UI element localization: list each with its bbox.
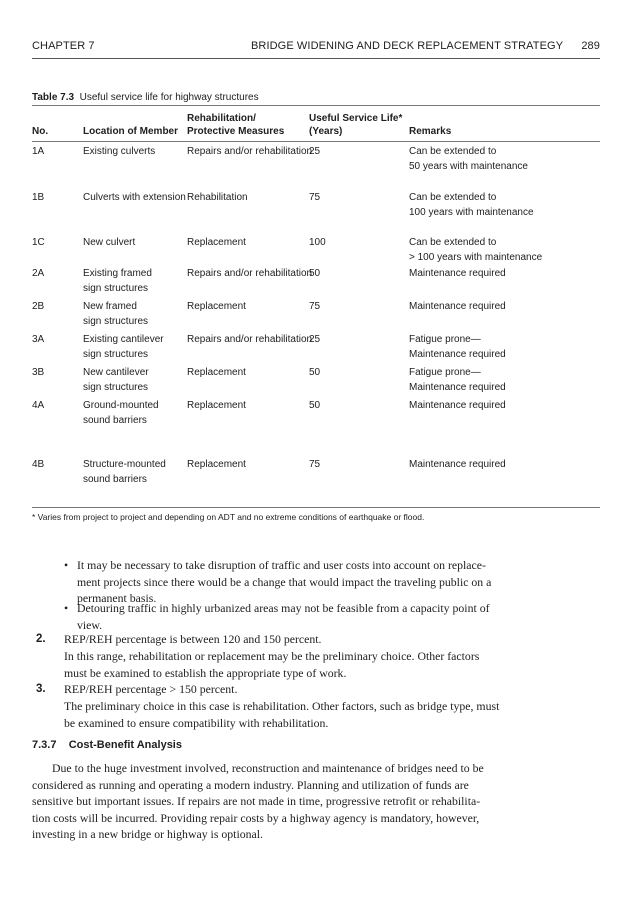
table-footnote: * Varies from project to project and depending on ADT and no extreme conditions of earthquake or flood.	[32, 512, 425, 522]
col-header-location: Location of Member	[83, 126, 179, 137]
cell-measure: Repairs and/or rehabilitation	[187, 334, 313, 345]
cell-remarks: 100 years with maintenance	[409, 206, 534, 218]
table-caption-label: Table 7.3	[32, 92, 75, 103]
cell-location: Structure-mounted	[83, 459, 166, 470]
cell-measure: Repairs and/or rehabilitation	[187, 146, 313, 157]
cell-life: 50	[309, 367, 321, 378]
cell-location: New cantilever	[83, 367, 149, 378]
paragraph-line: investing in a new bridge or highway is optional.	[32, 827, 263, 842]
bullet-line: ment projects since there would be a change that would impact the traveling public on a	[77, 574, 492, 589]
section-title: Cost-Benefit Analysis	[68, 739, 182, 751]
cell-measure: Replacement	[187, 400, 246, 411]
bullet-line: permanent basis.	[77, 591, 157, 606]
section-number: 7.3.7	[32, 739, 57, 751]
cell-no: 1C	[32, 237, 45, 248]
col-header-rehab-line2: Protective Measures	[187, 126, 285, 137]
cell-measure: Replacement	[187, 459, 246, 470]
cell-remarks: 50 years with maintenance	[409, 160, 528, 172]
table-caption-text: Useful service life for highway structures	[79, 92, 259, 103]
item-heading: REP/REH percentage > 150 percent.	[64, 682, 238, 696]
col-header-life-line1: Useful Service Life*	[309, 113, 403, 124]
item-heading: REP/REH percentage is between 120 and 150 percent.	[64, 632, 322, 646]
table-top-rule	[32, 105, 600, 106]
item-line: must be examined to establish the appropriate type of work.	[64, 665, 347, 680]
table-header-rule	[32, 141, 600, 142]
table-caption	[32, 92, 259, 103]
cell-measure: Replacement	[187, 237, 246, 248]
chapter-label: CHAPTER 7	[32, 40, 95, 52]
item-number: 2.	[36, 633, 46, 645]
cell-remarks: > 100 years with maintenance	[409, 251, 543, 263]
bullet-line: Detouring traffic in highly urbanized areas may not be feasible from a capacity point of	[77, 601, 490, 615]
cell-location: Existing culverts	[83, 146, 156, 157]
cell-location: sound barriers	[83, 414, 147, 426]
paragraph-line: sensitive but important issues. If repairs are not made in time, progressive retrofit or rehabilita-	[32, 794, 481, 809]
cell-life: 75	[309, 459, 321, 470]
item-line: In this range, rehabilitation or replacement may be the preliminary choice. Other factors	[64, 649, 480, 663]
cell-location: New culvert	[83, 237, 136, 248]
item-number: 3.	[36, 683, 46, 695]
bullet-line: view.	[77, 617, 103, 632]
section-heading	[32, 739, 182, 751]
col-header-remarks: Remarks	[409, 126, 452, 137]
cell-life: 25	[309, 146, 321, 157]
cell-life: 100	[309, 237, 326, 248]
col-header-no: No.	[32, 126, 49, 137]
item-line: be examined to ensure compatibility with rehabilitation.	[64, 715, 329, 730]
cell-location: sign structures	[83, 381, 149, 393]
bullet-line: It may be necessary to take disruption of traffic and user costs into account on replace-	[77, 558, 486, 572]
cell-measure: Replacement	[187, 367, 246, 378]
cell-measure: Rehabilitation	[187, 192, 248, 203]
cell-no: 3A	[32, 334, 45, 345]
col-header-life-line2: (Years)	[309, 126, 343, 137]
cell-measure: Repairs and/or rehabilitation	[187, 268, 313, 279]
cell-remarks: Fatigue prone—	[409, 367, 481, 378]
cell-no: 1A	[32, 146, 45, 157]
cell-location: Existing cantilever	[83, 334, 164, 345]
paragraph-line: considered as running and operating a modern industry. Planning and utilization of funds are	[32, 777, 469, 792]
cell-life: 50	[309, 400, 321, 411]
cell-remarks: Maintenance required	[409, 301, 506, 312]
cell-remarks: Maintenance required	[409, 459, 506, 470]
col-header-rehab-line1: Rehabilitation/	[187, 113, 256, 124]
cell-remarks: Maintenance required	[409, 348, 506, 360]
cell-remarks: Can be extended to	[409, 192, 497, 203]
header-rule	[32, 58, 600, 59]
cell-life: 75	[309, 301, 321, 312]
cell-no: 4B	[32, 459, 45, 470]
cell-remarks: Can be extended to	[409, 237, 497, 248]
cell-life: 25	[309, 334, 321, 345]
cell-remarks: Maintenance required	[409, 381, 506, 393]
cell-measure: Replacement	[187, 301, 246, 312]
cell-location: sign structures	[83, 282, 149, 294]
cell-location: New framed	[83, 301, 137, 312]
cell-life: 75	[309, 192, 321, 203]
cell-remarks: Maintenance required	[409, 268, 506, 279]
running-title: BRIDGE WIDENING AND DECK REPLACEMENT STRATEGY	[251, 40, 564, 52]
cell-no: 4A	[32, 400, 45, 411]
cell-location: sign structures	[83, 348, 149, 360]
table-bottom-rule	[32, 507, 600, 508]
cell-no: 2A	[32, 268, 45, 279]
cell-location: sound barriers	[83, 473, 147, 485]
cell-remarks: Fatigue prone—	[409, 334, 481, 345]
item-line: The preliminary choice in this case is rehabilitation. Other factors, such as bridge type, must	[64, 699, 500, 713]
cell-no: 1B	[32, 192, 45, 203]
bullet-marker: •	[64, 558, 69, 572]
cell-remarks: Maintenance required	[409, 400, 506, 411]
cell-life: 50	[309, 268, 321, 279]
cell-remarks: Can be extended to	[409, 146, 497, 157]
cell-location: sign structures	[83, 315, 149, 327]
bullet-marker: •	[64, 601, 69, 615]
page-number: 289	[581, 40, 600, 52]
cell-no: 3B	[32, 367, 45, 378]
paragraph-line: Due to the huge investment involved, reconstruction and maintenance of bridges need to be	[52, 761, 484, 775]
cell-location: Ground-mounted	[83, 400, 159, 411]
cell-location: Culverts with extension	[83, 192, 186, 203]
running-header	[32, 40, 600, 56]
paragraph-line: tion costs will be incurred. Providing repair costs by a highway agency is mandatory, however,	[32, 810, 480, 825]
cell-location: Existing framed	[83, 268, 152, 279]
cell-no: 2B	[32, 301, 45, 312]
